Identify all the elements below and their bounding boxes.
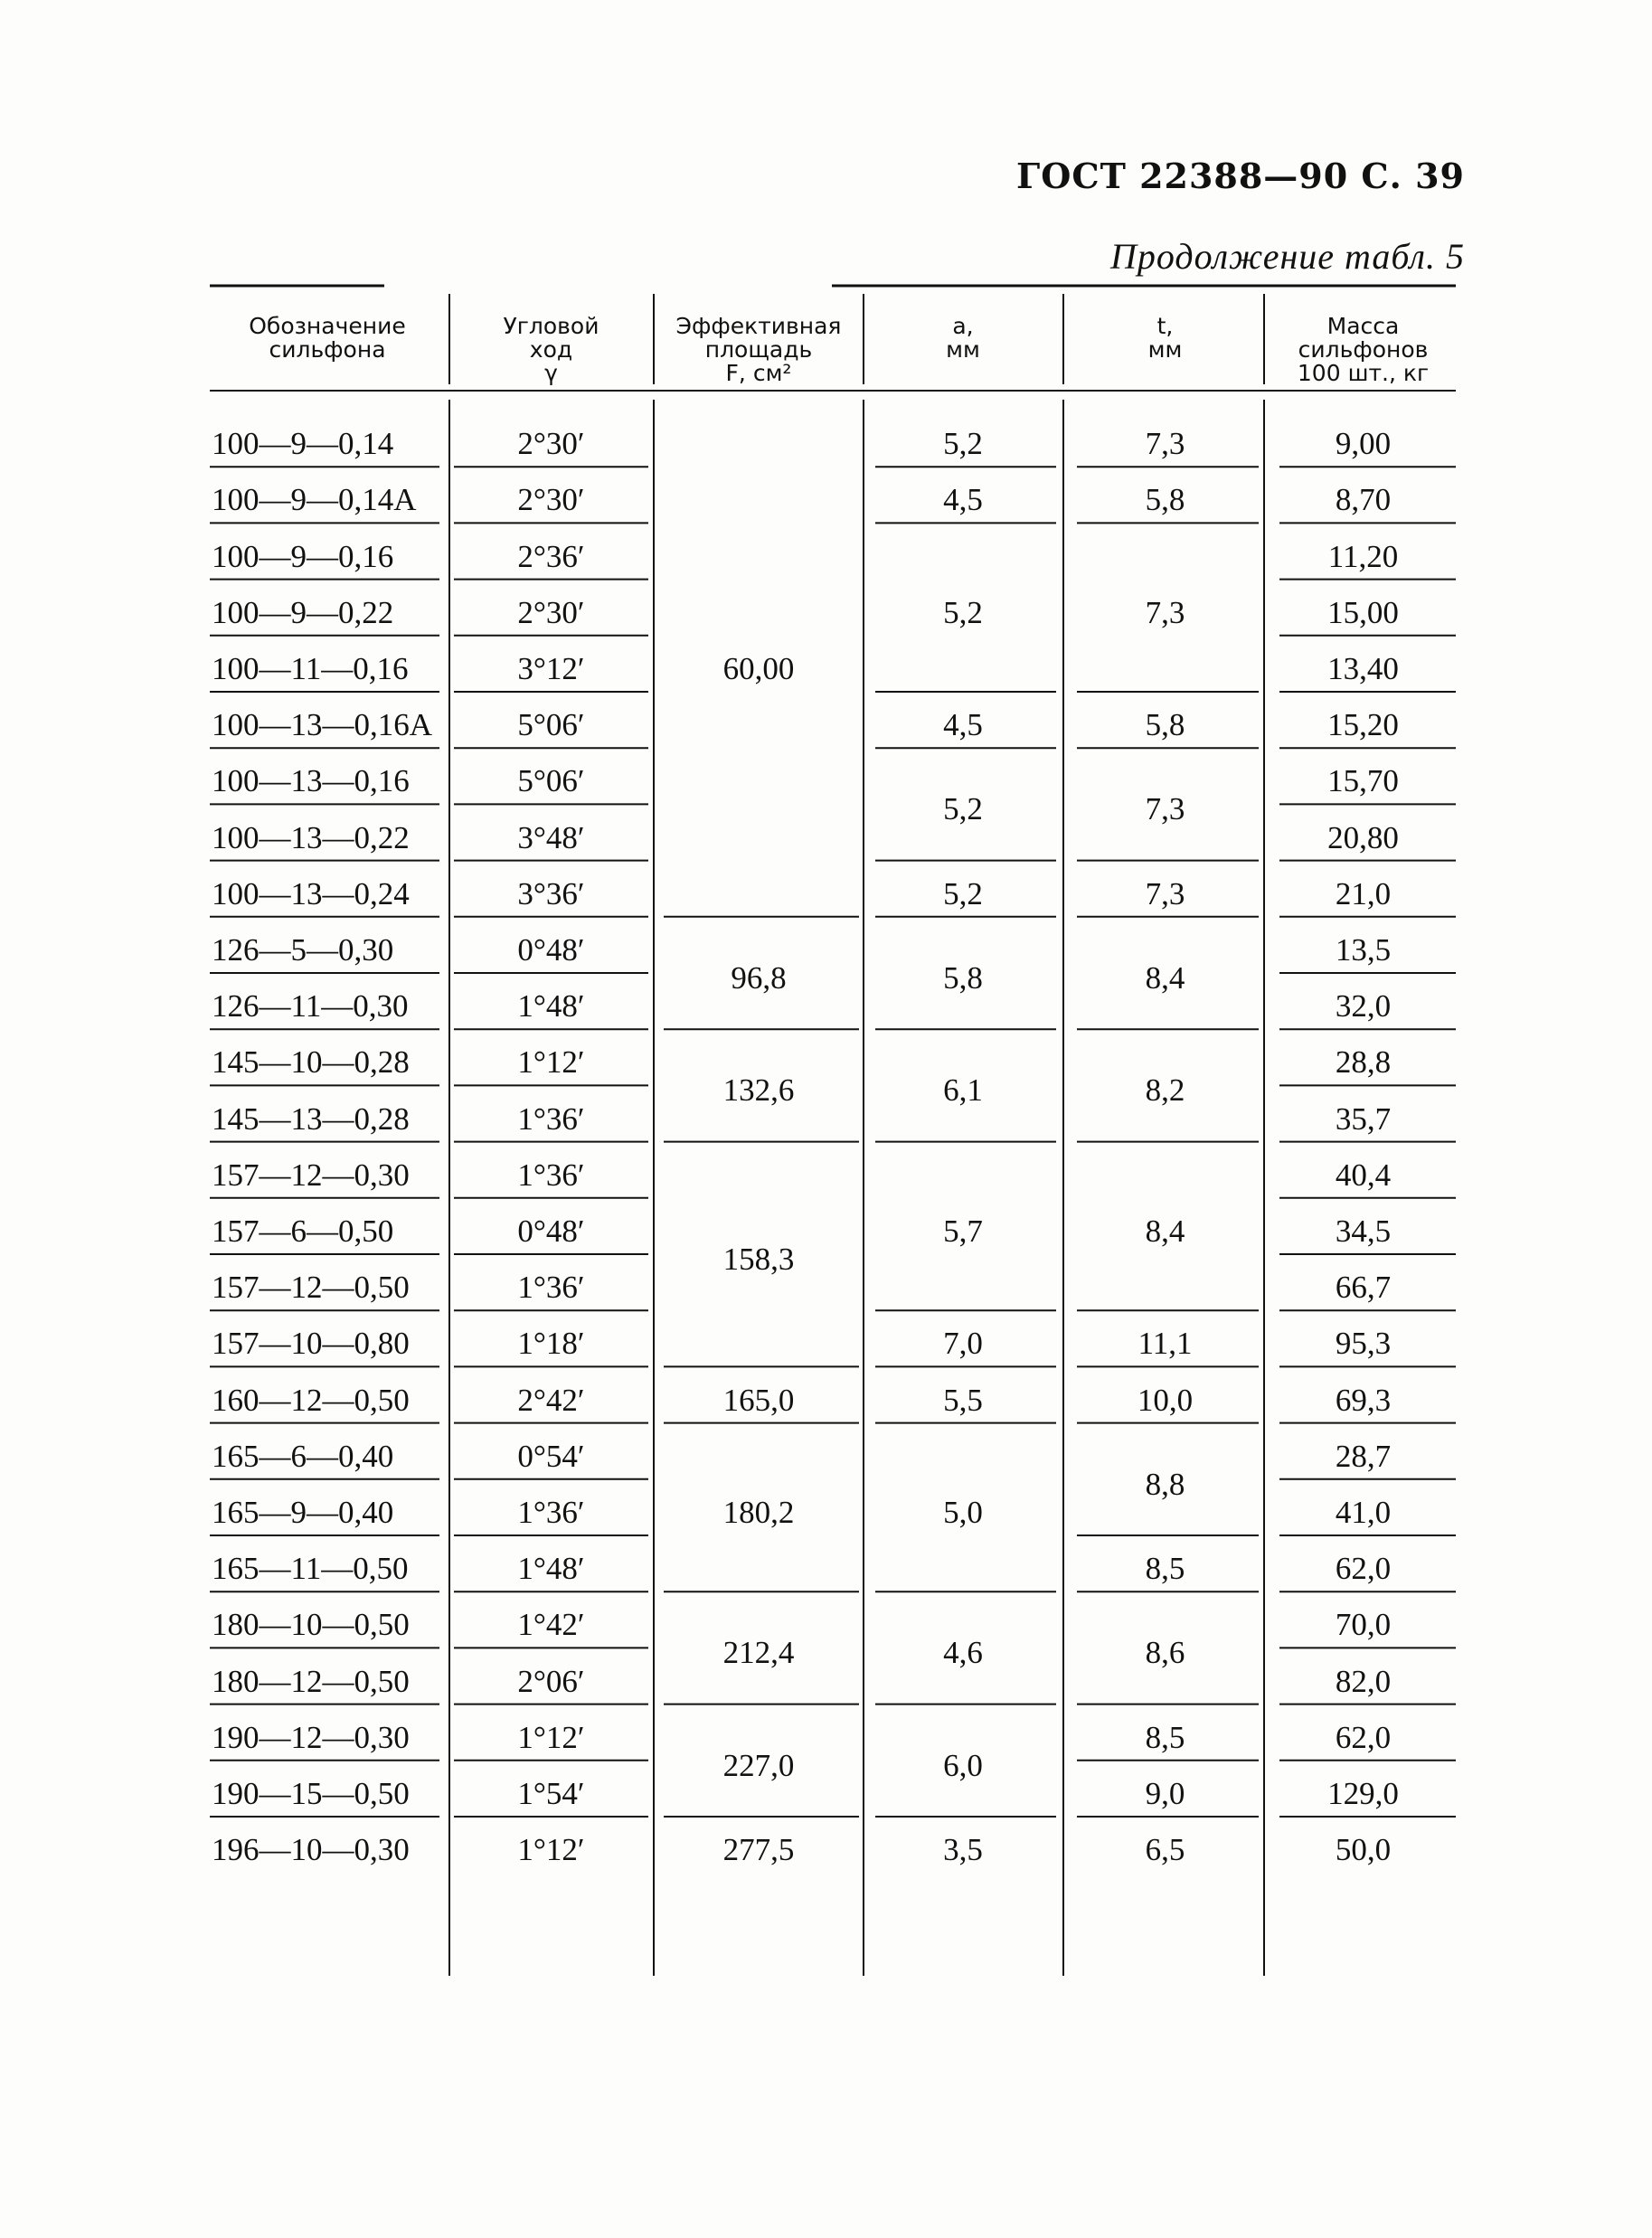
group-area-value: 227,0: [722, 1747, 795, 1783]
group-t-value: 5,8: [1145, 707, 1185, 743]
group-a-value: 5,2: [943, 791, 983, 827]
table-row-mass: 9,00: [1335, 426, 1392, 462]
group-area-value: 212,4: [722, 1635, 795, 1671]
group-a-value: 5,7: [943, 1213, 983, 1249]
group-a-value: 5,2: [943, 426, 983, 462]
table-row-mass: 62,0: [1335, 1719, 1392, 1755]
table-row-angle: 5°06′: [517, 763, 585, 799]
table-row-angle: 2°30′: [517, 482, 585, 518]
table-row-angle: 1°54′: [517, 1775, 585, 1811]
table-row-designation: 100—9—0,16: [212, 538, 394, 574]
table-row-designation: 157—12—0,50: [212, 1270, 410, 1306]
table-row-designation: 100—9—0,14: [212, 426, 394, 462]
table-row-mass: 13,40: [1327, 650, 1399, 686]
table-row-angle: 1°48′: [517, 988, 585, 1025]
table-row-angle: 0°48′: [517, 931, 585, 968]
table-row-angle: 3°36′: [517, 875, 585, 911]
table-row-angle: 1°36′: [517, 1100, 585, 1137]
table-row-angle: 5°06′: [517, 707, 585, 743]
table-row-designation: 145—13—0,28: [212, 1100, 410, 1137]
table-row-designation: 190—12—0,30: [212, 1719, 410, 1755]
header-mass-line: 100 шт., кг: [1297, 360, 1430, 386]
header-a: [870, 315, 1056, 362]
table-row-mass: 62,0: [1335, 1551, 1392, 1587]
header-designation: [210, 315, 445, 362]
table-row-mass: 21,0: [1335, 875, 1392, 911]
table-row-designation: 180—10—0,50: [212, 1607, 410, 1643]
table-row-designation: 126—5—0,30: [212, 931, 394, 968]
table-row-designation: 100—13—0,22: [212, 819, 410, 855]
header-area-line: площадь: [704, 336, 813, 363]
table-row-mass: 40,4: [1335, 1157, 1392, 1193]
header-a-line: a,: [952, 313, 974, 339]
table-row-designation: 145—10—0,28: [212, 1044, 410, 1081]
table-row-mass: 34,5: [1335, 1213, 1392, 1249]
table-row-designation: 160—12—0,50: [212, 1382, 410, 1418]
table-row-mass: 129,0: [1327, 1775, 1399, 1811]
group-a-value: 6,0: [943, 1747, 983, 1783]
table-row-mass: 66,7: [1335, 1270, 1392, 1306]
table-row-mass: 70,0: [1335, 1607, 1392, 1643]
header-angle-line: γ: [544, 360, 558, 386]
table-row-angle: 3°48′: [517, 819, 585, 855]
group-area-value: 132,6: [722, 1072, 795, 1109]
group-a-value: 4,5: [943, 707, 983, 743]
group-a-value: 5,2: [943, 594, 983, 630]
table-row-designation: 126—11—0,30: [212, 988, 409, 1025]
table-row-angle: 0°54′: [517, 1438, 585, 1474]
table-row-designation: 180—12—0,50: [212, 1663, 410, 1699]
group-a-value: 6,1: [943, 1072, 983, 1109]
table-row-mass: 28,7: [1335, 1438, 1392, 1474]
table-row-angle: 1°36′: [517, 1270, 585, 1306]
table-row-angle: 1°42′: [517, 1607, 585, 1643]
table-row-angle: 0°48′: [517, 1213, 585, 1249]
group-t-value: 8,8: [1145, 1466, 1185, 1502]
group-t-value: 7,3: [1145, 426, 1185, 462]
table-row-angle: 2°42′: [517, 1382, 585, 1418]
table-row-designation: 196—10—0,30: [212, 1832, 410, 1868]
header-area-line: Эффективная: [675, 313, 842, 339]
group-t-value: 5,8: [1145, 482, 1185, 518]
header-angle-line: ход: [529, 336, 573, 363]
table-row-designation: 100—9—0,14А: [212, 482, 417, 518]
table-row-designation: 157—10—0,80: [212, 1326, 410, 1362]
header-designation-line: Обозначение: [249, 313, 406, 339]
group-t-value: 7,3: [1145, 791, 1185, 827]
group-area-value: 277,5: [722, 1832, 795, 1868]
table-row-mass: 82,0: [1335, 1663, 1392, 1699]
header-t-line: мм: [1147, 336, 1183, 363]
group-area-value: 158,3: [722, 1242, 795, 1277]
table-row-designation: 157—6—0,50: [212, 1213, 394, 1249]
table-row-angle: 1°36′: [517, 1157, 585, 1193]
group-a-value: 5,2: [943, 875, 983, 911]
table-row-mass: 28,8: [1335, 1044, 1392, 1081]
group-area-value: 180,2: [722, 1494, 795, 1530]
header-a-line: мм: [946, 336, 980, 363]
table-row-designation: 190—15—0,50: [212, 1775, 410, 1811]
group-area-value: 165,0: [722, 1382, 795, 1418]
table-row-mass: 8,70: [1335, 482, 1392, 518]
table-row-designation: 100—9—0,22: [212, 594, 394, 630]
header-mass: [1270, 315, 1456, 385]
table-row-mass: 32,0: [1335, 988, 1392, 1025]
table-row-angle: 1°48′: [517, 1551, 585, 1587]
group-t-value: 11,1: [1138, 1326, 1193, 1362]
table-row-mass: 13,5: [1335, 931, 1392, 968]
table-row-mass: 95,3: [1335, 1326, 1392, 1362]
header-angle-line: Угловой: [503, 313, 599, 339]
table-row-designation: 100—13—0,16А: [212, 707, 433, 743]
header-t-line: t,: [1156, 313, 1174, 339]
table-row-angle: 1°12′: [517, 1832, 585, 1868]
table-row-angle: 3°12′: [517, 650, 585, 686]
header-designation-line: сильфона: [269, 336, 386, 363]
table-row-angle: 2°36′: [517, 538, 585, 574]
group-t-value: 8,6: [1145, 1635, 1185, 1671]
table-row-angle: 2°30′: [517, 594, 585, 630]
header-area-line: F, см²: [725, 360, 792, 386]
table-row-mass: 41,0: [1335, 1494, 1392, 1530]
group-t-value: 9,0: [1145, 1775, 1185, 1811]
group-t-value: 8,2: [1145, 1072, 1185, 1109]
header-angle: [454, 315, 648, 385]
group-t-value: 8,4: [1145, 1213, 1185, 1249]
group-t-value: 7,3: [1145, 875, 1185, 911]
group-a-value: 5,5: [943, 1382, 983, 1418]
group-a-value: 7,0: [943, 1326, 983, 1362]
header-t: [1071, 315, 1259, 362]
table-row-angle: 1°12′: [517, 1719, 585, 1755]
page-header: ГОСТ 22388—90 С. 39: [1016, 156, 1465, 196]
header-mass-line: Масса: [1326, 313, 1400, 339]
group-area-value: 96,8: [731, 960, 787, 996]
table-row-angle: 2°06′: [517, 1663, 585, 1699]
header-mass-line: сильфонов: [1298, 336, 1429, 363]
table-row-angle: 2°30′: [517, 426, 585, 462]
table-row-mass: 35,7: [1335, 1100, 1392, 1137]
table-row-mass: 15,70: [1327, 763, 1399, 799]
group-t-value: 8,4: [1145, 960, 1185, 996]
group-area-value: 60,00: [722, 650, 795, 686]
header-area: [658, 315, 859, 385]
group-a-value: 3,5: [943, 1832, 983, 1868]
table-row-angle: 1°18′: [517, 1326, 585, 1362]
table-row-designation: 100—13—0,16: [212, 763, 410, 799]
table-caption: Продолжение табл. 5: [1109, 236, 1465, 277]
group-t-value: 8,5: [1145, 1719, 1185, 1755]
table-row-designation: 165—9—0,40: [212, 1494, 394, 1530]
group-a-value: 5,8: [943, 960, 983, 996]
group-t-value: 6,5: [1145, 1832, 1185, 1868]
table-row-designation: 157—12—0,30: [212, 1157, 410, 1193]
table-row-designation: 100—11—0,16: [212, 650, 409, 686]
table-row-designation: 100—13—0,24: [212, 875, 410, 911]
table-row-angle: 1°36′: [517, 1494, 585, 1530]
table-row-mass: 20,80: [1327, 819, 1399, 855]
table-row-mass: 15,20: [1327, 707, 1399, 743]
table-row-mass: 50,0: [1335, 1832, 1392, 1868]
table-row-designation: 165—6—0,40: [212, 1438, 394, 1474]
group-a-value: 4,6: [943, 1635, 983, 1671]
table-row-mass: 69,3: [1335, 1382, 1392, 1418]
group-a-value: 5,0: [943, 1494, 983, 1530]
table-row-designation: 165—11—0,50: [212, 1551, 409, 1587]
table-row-angle: 1°12′: [517, 1044, 585, 1081]
table-row-mass: 15,00: [1327, 594, 1399, 630]
group-t-value: 8,5: [1145, 1551, 1185, 1587]
group-t-value: 10,0: [1137, 1382, 1194, 1418]
group-t-value: 7,3: [1145, 594, 1185, 630]
table-row-mass: 11,20: [1327, 538, 1399, 574]
group-a-value: 4,5: [943, 482, 983, 518]
